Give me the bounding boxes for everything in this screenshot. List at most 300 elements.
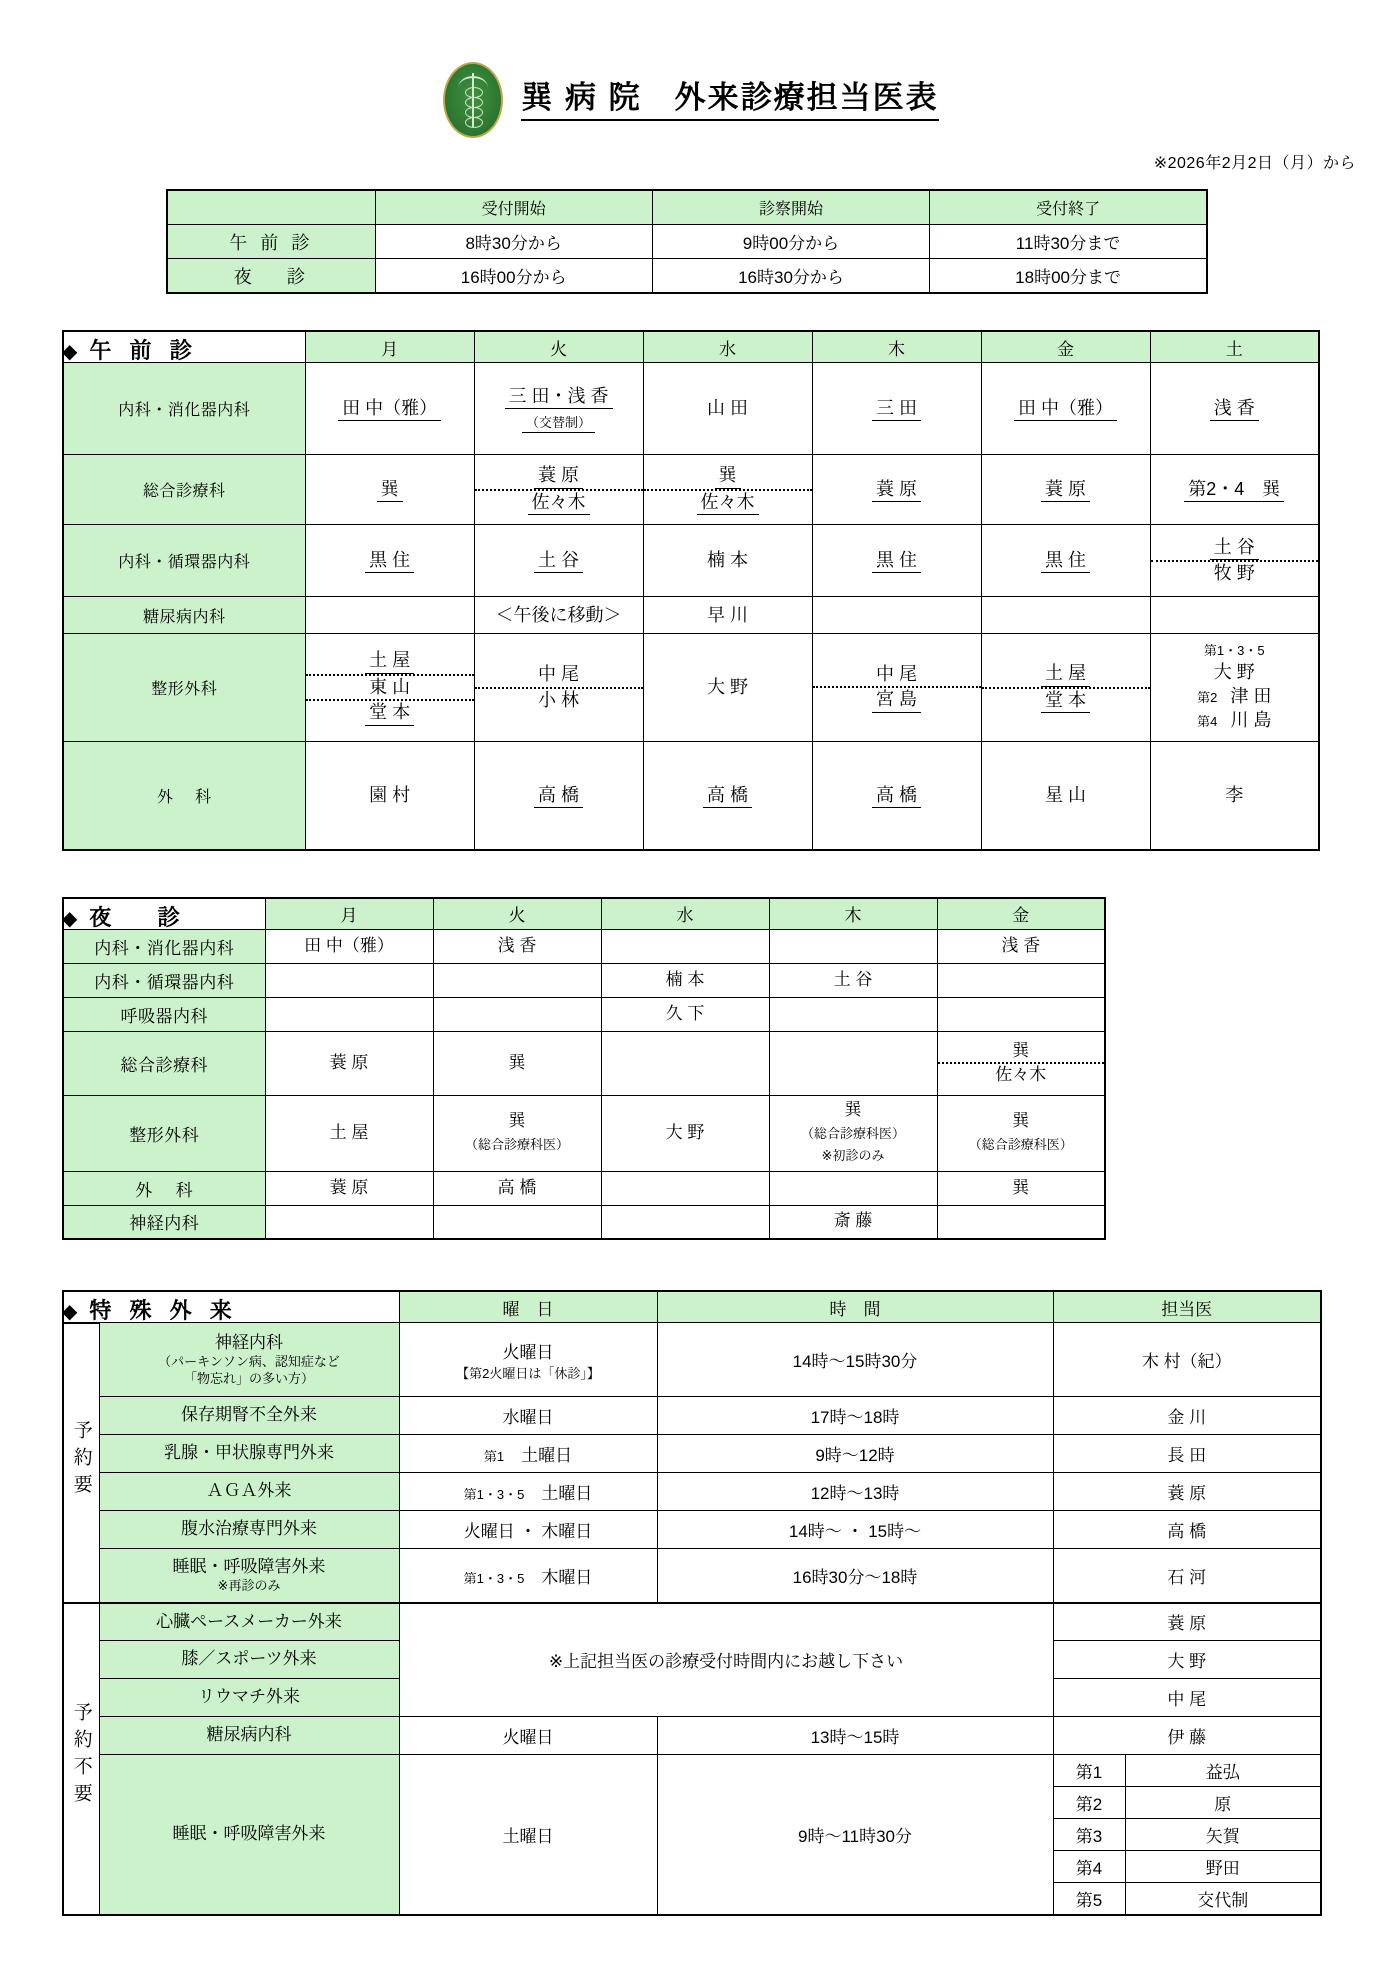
clinic-name-main: 乳腺・甲状腺専門外来 bbox=[164, 1443, 334, 1463]
doctor-name: 三 田・浅 香 bbox=[505, 385, 613, 410]
doctor-name: 浅 香 bbox=[1001, 935, 1041, 955]
day-column-header: 水 bbox=[601, 898, 769, 930]
schedule-cell bbox=[981, 742, 1150, 850]
table-row bbox=[63, 1095, 1105, 1171]
doctor-name: 土 谷 bbox=[833, 969, 873, 989]
cell-lines bbox=[770, 1099, 937, 1168]
cell-text-line bbox=[400, 1441, 657, 1466]
schedule-cell bbox=[812, 597, 981, 634]
clinic-name-sub: 「物忘れ」の多い方） bbox=[183, 1370, 314, 1386]
schedule-cell bbox=[643, 525, 812, 597]
cell-lines bbox=[266, 1052, 433, 1075]
doctor-name: （総合診療科医） bbox=[464, 1137, 569, 1152]
schedule-cell bbox=[474, 455, 643, 525]
special-clinic-time: 9時～12時 bbox=[657, 1435, 1053, 1473]
special-clinic-name: リウマチ外来 bbox=[99, 1679, 399, 1717]
doctor-name: 蓑 原 bbox=[329, 1177, 369, 1197]
schedule-cell bbox=[769, 1205, 937, 1239]
ordinal-label: 第1 bbox=[1053, 1755, 1125, 1787]
diamond-bullet-icon: ◆ bbox=[62, 907, 78, 930]
night-heading-label: 夜 診 bbox=[89, 904, 186, 930]
doctor-name: 東 山 bbox=[369, 676, 411, 697]
special-clinic-time: 17時～18時 bbox=[657, 1397, 1053, 1435]
schedule-cell bbox=[601, 1171, 769, 1205]
schedule-cell bbox=[474, 597, 643, 634]
cell-lines bbox=[938, 935, 1105, 958]
doctor-name: ＜午後に移動＞ bbox=[495, 604, 622, 625]
doctor-name: （総合診療科医） bbox=[800, 1125, 905, 1141]
ordinal-doctor-line bbox=[1197, 684, 1271, 708]
doctor-name: 山 田 bbox=[707, 398, 749, 419]
schedule-cell bbox=[305, 363, 474, 455]
cell-lines bbox=[306, 548, 474, 574]
special-clinic-name: 糖尿病内科 bbox=[99, 1717, 399, 1755]
doctor-name: 園 村 bbox=[369, 785, 411, 805]
morning-schedule-table bbox=[62, 330, 1320, 851]
special-heading-label: 特 殊 外 来 bbox=[89, 1298, 238, 1323]
cell-text-line: 火曜日 bbox=[502, 1342, 554, 1362]
doctor-name: 大 野 bbox=[1213, 661, 1255, 682]
doctor-name: 中 尾 bbox=[876, 663, 918, 684]
special-section-heading bbox=[62, 1294, 238, 1325]
vertical-label-text: 予約要 bbox=[70, 1419, 92, 1501]
cell-lines bbox=[644, 396, 812, 421]
schedule-cell bbox=[769, 963, 937, 997]
triple-cell bbox=[306, 649, 474, 726]
table-row bbox=[63, 525, 1319, 597]
hours-column-header: 受付開始 bbox=[375, 190, 652, 225]
doctor-name: 田 中（雅） bbox=[304, 935, 394, 955]
schedule-cell bbox=[643, 455, 812, 525]
table-row bbox=[63, 1603, 1321, 1641]
doctor-name: 三 田 bbox=[872, 397, 921, 422]
ordinal-label: 第1・3・5 bbox=[1203, 643, 1265, 659]
department-label: 外 科 bbox=[63, 1171, 265, 1205]
doctor-name: 蓑 原 bbox=[872, 478, 921, 503]
table-header-row bbox=[63, 898, 1105, 930]
doctor-name: 堂 本 bbox=[1041, 689, 1090, 714]
cell-lines bbox=[982, 396, 1150, 422]
special-clinic-day: 火曜日 bbox=[399, 1717, 657, 1755]
hours-column-header: 診察開始 bbox=[652, 190, 929, 225]
cell-lines bbox=[644, 603, 812, 628]
day-column-header: 月 bbox=[265, 898, 433, 930]
table-row bbox=[63, 1435, 1321, 1473]
schedule-cell bbox=[937, 1171, 1105, 1205]
schedule-cell bbox=[981, 455, 1150, 525]
schedule-cell bbox=[305, 634, 474, 742]
department-label: 外 科 bbox=[63, 742, 305, 850]
special-clinic-day bbox=[399, 1435, 657, 1473]
doctor-name: 巽 bbox=[1012, 1111, 1030, 1131]
ordinal-label: 第1・3・5 bbox=[463, 1570, 525, 1586]
table-row bbox=[63, 1473, 1321, 1511]
day-text: 土曜日 bbox=[524, 1484, 593, 1503]
schedule-cell bbox=[265, 1171, 433, 1205]
day-column-header: 金 bbox=[937, 898, 1105, 930]
schedule-cell bbox=[937, 963, 1105, 997]
day-column-header: 水 bbox=[643, 331, 812, 363]
schedule-cell bbox=[305, 525, 474, 597]
doctor-name: 土 谷 bbox=[1210, 536, 1259, 561]
morning-section-heading bbox=[62, 334, 198, 365]
table-row bbox=[63, 1171, 1105, 1205]
doctor-name: 黒 住 bbox=[1041, 549, 1090, 574]
doctor-name: 楠 本 bbox=[707, 550, 749, 571]
hours-cell: 18時00分まで bbox=[930, 259, 1207, 294]
schedule-cell bbox=[433, 1031, 601, 1095]
table-row bbox=[167, 225, 1207, 259]
doctor-name: 高 橋 bbox=[872, 784, 921, 809]
schedule-cell bbox=[937, 1031, 1105, 1095]
doctor-name: 佐々木 bbox=[697, 491, 759, 516]
schedule-cell bbox=[265, 1205, 433, 1239]
doctor-name: 高 橋 bbox=[534, 784, 583, 809]
cell-lines bbox=[266, 1122, 433, 1145]
department-label: 総合診療科 bbox=[63, 455, 305, 525]
clinic-name-sub: （パーキンソン病、認知症など bbox=[158, 1353, 340, 1369]
special-clinic-doctor: 矢賀 bbox=[1125, 1819, 1321, 1851]
cell-lines bbox=[982, 783, 1150, 808]
schedule-cell bbox=[265, 963, 433, 997]
cell-lines bbox=[306, 396, 474, 422]
split-cell bbox=[982, 662, 1150, 713]
schedule-cell bbox=[601, 963, 769, 997]
schedule-cell bbox=[1150, 363, 1319, 455]
cell-text-line bbox=[400, 1563, 657, 1588]
department-label: 内科・循環器内科 bbox=[63, 963, 265, 997]
day-column-header: 金 bbox=[981, 331, 1150, 363]
table-row bbox=[63, 929, 1105, 963]
schedule-cell bbox=[981, 363, 1150, 455]
schedule-cell bbox=[265, 1031, 433, 1095]
cell-lines bbox=[813, 396, 981, 422]
page-header bbox=[0, 0, 1382, 138]
cell-lines bbox=[475, 384, 643, 434]
table-row bbox=[63, 634, 1319, 742]
doctor-name: 高 橋 bbox=[497, 1177, 537, 1197]
ordinal-label: 第1 bbox=[483, 1449, 505, 1464]
table-row bbox=[63, 1511, 1321, 1549]
ordinal-label: 第1・3・5 bbox=[463, 1487, 525, 1502]
doctor-name: 土 屋 bbox=[329, 1122, 369, 1142]
hours-corner-cell bbox=[167, 190, 375, 225]
special-clinic-time: 12時～13時 bbox=[657, 1473, 1053, 1511]
schedule-cell bbox=[601, 1205, 769, 1239]
table-row bbox=[63, 742, 1319, 850]
doctor-name: 宮 島 bbox=[872, 688, 921, 713]
department-label: 内科・循環器内科 bbox=[63, 525, 305, 597]
cell-text-line: 火曜日 ・ 木曜日 bbox=[463, 1522, 593, 1541]
schedule-cell bbox=[1150, 634, 1319, 742]
special-clinic-doctor: 大 野 bbox=[1053, 1641, 1321, 1679]
special-column-header-time: 時 間 bbox=[657, 1291, 1053, 1323]
doctor-name: 李 bbox=[1225, 785, 1244, 805]
special-clinic-time: 14時～ ・ 15時～ bbox=[657, 1511, 1053, 1549]
hours-cell: 16時00分から bbox=[375, 259, 652, 294]
cell-lines bbox=[813, 477, 981, 503]
special-column-header-doctor: 担当医 bbox=[1053, 1291, 1321, 1323]
special-clinic-doctor: 中 尾 bbox=[1053, 1679, 1321, 1717]
vertical-label-text: 予約不要 bbox=[70, 1702, 92, 1810]
special-outpatient-section bbox=[62, 1290, 1320, 1916]
doctor-name: 堂 本 bbox=[365, 701, 414, 726]
ordinal-label: 第4 bbox=[1197, 714, 1231, 730]
reservation-not-required-group-label bbox=[63, 1603, 99, 1915]
table-row bbox=[63, 1397, 1321, 1435]
doctor-name: 蓑 原 bbox=[534, 464, 583, 489]
cell-lines bbox=[813, 783, 981, 809]
doctor-name: 星 山 bbox=[1045, 785, 1087, 805]
schedule-cell bbox=[981, 597, 1150, 634]
doctor-name: 楠 本 bbox=[665, 969, 705, 989]
doctor-name: 蓑 原 bbox=[1041, 478, 1090, 503]
morning-heading-label: 午 前 診 bbox=[89, 338, 198, 363]
special-clinic-day bbox=[399, 1397, 657, 1435]
doctor-name: 黒 住 bbox=[365, 549, 414, 574]
special-clinic-name: 睡眠・呼吸障害外来 bbox=[99, 1755, 399, 1915]
schedule-cell bbox=[769, 1171, 937, 1205]
ordinal-label: 第3 bbox=[1053, 1819, 1125, 1851]
table-row bbox=[63, 997, 1105, 1031]
doctor-name: 久 下 bbox=[665, 1003, 705, 1023]
special-clinic-time: 9時～11時30分 bbox=[657, 1755, 1053, 1915]
table-row bbox=[63, 363, 1319, 455]
department-label: 総合診療科 bbox=[63, 1031, 265, 1095]
doctor-name: 巽 bbox=[1012, 1040, 1030, 1060]
schedule-cell bbox=[769, 997, 937, 1031]
special-clinic-day bbox=[399, 1511, 657, 1549]
schedule-cell bbox=[937, 1205, 1105, 1239]
hours-cell: 8時30分から bbox=[375, 225, 652, 259]
special-clinic-name: 心臓ペースメーカー外来 bbox=[99, 1603, 399, 1641]
cell-lines bbox=[434, 1110, 601, 1156]
cell-lines bbox=[1151, 783, 1319, 808]
split-cell bbox=[475, 663, 643, 712]
day-column-header: 木 bbox=[769, 898, 937, 930]
schedule-cell bbox=[1150, 742, 1319, 850]
special-clinic-doctor: 高 橋 bbox=[1053, 1511, 1321, 1549]
doctor-name: 巽 bbox=[508, 1111, 526, 1131]
cell-lines bbox=[938, 1177, 1105, 1200]
department-label: 神経内科 bbox=[63, 1205, 265, 1239]
schedule-cell bbox=[769, 929, 937, 963]
cell-lines bbox=[475, 783, 643, 809]
special-clinic-doctor: 長 田 bbox=[1053, 1435, 1321, 1473]
doctor-name: 土 谷 bbox=[534, 549, 583, 574]
doctor-name: 早 川 bbox=[707, 604, 749, 625]
special-clinic-name bbox=[99, 1473, 399, 1511]
special-clinic-name bbox=[99, 1323, 399, 1397]
doctor-name: 巽 bbox=[377, 478, 403, 503]
cell-lines bbox=[644, 548, 812, 573]
schedule-cell bbox=[305, 455, 474, 525]
schedule-cell bbox=[937, 997, 1105, 1031]
clinic-name-main: 神経内科 bbox=[215, 1332, 283, 1352]
reservation-required-group-label bbox=[63, 1323, 99, 1603]
doctor-name: 巽 bbox=[1012, 1177, 1030, 1197]
schedule-cell bbox=[474, 363, 643, 455]
hospital-emblem-icon bbox=[443, 62, 503, 138]
schedule-cell bbox=[812, 742, 981, 850]
doctor-name: 田 中（雅） bbox=[1014, 397, 1117, 422]
special-clinic-time: 16時30分～18時 bbox=[657, 1549, 1053, 1603]
hours-cell: 11時30分まで bbox=[930, 225, 1207, 259]
department-label: 整形外科 bbox=[63, 1095, 265, 1171]
schedule-cell bbox=[265, 1095, 433, 1171]
cell-lines bbox=[475, 548, 643, 574]
split-cell bbox=[644, 464, 812, 515]
hours-row-label: 午 前 診 bbox=[167, 225, 375, 259]
schedule-cell bbox=[1150, 525, 1319, 597]
special-clinic-name bbox=[99, 1549, 399, 1603]
cell-lines bbox=[602, 1003, 769, 1026]
special-column-header-day: 曜 日 bbox=[399, 1291, 657, 1323]
split-cell bbox=[813, 663, 981, 713]
doctor-name: 中 尾 bbox=[538, 664, 580, 684]
schedule-cell bbox=[643, 597, 812, 634]
special-clinic-doctor: 蓑 原 bbox=[1053, 1473, 1321, 1511]
table-header-row bbox=[167, 190, 1207, 225]
ordinal-label: 第5 bbox=[1053, 1883, 1125, 1915]
ordinal-label: 第4 bbox=[1053, 1851, 1125, 1883]
special-clinic-doctor: 金 川 bbox=[1053, 1397, 1321, 1435]
cell-lines bbox=[982, 548, 1150, 574]
doctor-name: （交替制） bbox=[522, 415, 595, 433]
doctor-name: 蓑 原 bbox=[329, 1052, 369, 1072]
table-row bbox=[63, 597, 1319, 634]
cell-lines bbox=[813, 548, 981, 574]
cell-lines bbox=[982, 477, 1150, 503]
schedule-cell bbox=[1150, 455, 1319, 525]
cell-lines bbox=[644, 783, 812, 809]
split-cell bbox=[1151, 536, 1319, 586]
special-clinic-name bbox=[99, 1511, 399, 1549]
special-clinic-doctor: 交代制 bbox=[1125, 1883, 1321, 1915]
special-clinic-name: 膝／スポーツ外来 bbox=[99, 1641, 399, 1679]
special-clinic-doctor: 伊 藤 bbox=[1053, 1717, 1321, 1755]
special-clinic-doctor: 野田 bbox=[1125, 1851, 1321, 1883]
special-clinic-name bbox=[99, 1397, 399, 1435]
clinic-name-main: ＡＧＡ外来 bbox=[206, 1481, 292, 1501]
hours-table-wrap bbox=[166, 189, 1382, 294]
department-label: 内科・消化器内科 bbox=[63, 929, 265, 963]
schedule-cell bbox=[433, 963, 601, 997]
special-clinic-doctor: 蓑 原 bbox=[1053, 1603, 1321, 1641]
doctor-name: 浅 香 bbox=[1210, 397, 1259, 422]
doctor-name: 黒 住 bbox=[872, 549, 921, 574]
ordinal-label: 第2 bbox=[1053, 1787, 1125, 1819]
schedule-cell bbox=[265, 997, 433, 1031]
doctor-name: 第2・4 巽 bbox=[1184, 478, 1284, 503]
department-label: 呼吸器内科 bbox=[63, 997, 265, 1031]
cell-lines bbox=[770, 1210, 937, 1233]
schedule-cell bbox=[433, 997, 601, 1031]
cell-lines bbox=[266, 1177, 433, 1200]
doctor-name: 佐々木 bbox=[528, 491, 590, 516]
day-column-header: 火 bbox=[474, 331, 643, 363]
schedule-cell bbox=[643, 742, 812, 850]
special-clinic-doctor: 原 bbox=[1125, 1787, 1321, 1819]
page-title: 巽 病 院 外来診療担当医表 bbox=[521, 79, 938, 120]
schedule-cell bbox=[769, 1095, 937, 1171]
table-row bbox=[63, 455, 1319, 525]
split-cell bbox=[938, 1040, 1105, 1087]
schedule-cell bbox=[474, 525, 643, 597]
day-column-header: 火 bbox=[433, 898, 601, 930]
doctor-name: 巽 bbox=[715, 464, 741, 489]
cell-lines bbox=[434, 1052, 601, 1075]
schedule-cell bbox=[812, 363, 981, 455]
doctor-name: 大 野 bbox=[665, 1122, 705, 1142]
department-label: 内科・消化器内科 bbox=[63, 363, 305, 455]
doctor-name: 浅 香 bbox=[497, 935, 537, 955]
clinic-name-note: ※再診のみ bbox=[217, 1577, 281, 1593]
special-clinic-time: 13時～15時 bbox=[657, 1717, 1053, 1755]
doctor-name: 巽 bbox=[508, 1052, 526, 1072]
schedule-cell bbox=[433, 1171, 601, 1205]
schedule-cell bbox=[643, 363, 812, 455]
clinic-name-main: 睡眠・呼吸障害外来 bbox=[172, 1556, 326, 1576]
special-clinic-day: 土曜日 bbox=[399, 1755, 657, 1915]
cell-lines bbox=[475, 603, 643, 628]
table-row bbox=[63, 1031, 1105, 1095]
schedule-cell bbox=[265, 929, 433, 963]
hours-column-header: 受付終了 bbox=[930, 190, 1207, 225]
hours-row-label: 夜 診 bbox=[167, 259, 375, 294]
cell-lines bbox=[266, 935, 433, 958]
special-clinic-doctor: 益弘 bbox=[1125, 1755, 1321, 1787]
department-label: 整形外科 bbox=[63, 634, 305, 742]
schedule-cell bbox=[474, 634, 643, 742]
special-visit-note: ※上記担当医の診療受付時間内にお越し下さい bbox=[399, 1603, 1053, 1717]
cell-lines bbox=[602, 1122, 769, 1145]
cell-lines bbox=[938, 1110, 1105, 1156]
schedule-cell bbox=[937, 929, 1105, 963]
day-text: 土曜日 bbox=[504, 1446, 573, 1465]
night-section-heading bbox=[62, 901, 186, 932]
doctor-name: ※初診のみ bbox=[821, 1148, 885, 1164]
doctor-name: 斎 藤 bbox=[833, 1211, 873, 1231]
cell-text-line: 【第2火曜日は「休診」】 bbox=[456, 1365, 600, 1381]
cell-lines bbox=[770, 969, 937, 992]
table-row bbox=[63, 1205, 1105, 1239]
special-clinic-day bbox=[399, 1323, 657, 1397]
table-header-row bbox=[63, 1291, 1321, 1323]
doctor-name: 土 屋 bbox=[365, 649, 414, 674]
diamond-bullet-icon: ◆ bbox=[62, 1301, 78, 1323]
cell-lines bbox=[434, 935, 601, 958]
cell-lines bbox=[434, 1177, 601, 1200]
day-column-header: 月 bbox=[305, 331, 474, 363]
clinic-name-main: 保存期腎不全外来 bbox=[181, 1405, 317, 1425]
schedule-cell bbox=[769, 1031, 937, 1095]
doctor-name: 巽 bbox=[844, 1099, 862, 1119]
hours-cell: 9時00分から bbox=[652, 225, 929, 259]
hours-cell: 16時30分から bbox=[652, 259, 929, 294]
doctor-name: 田 中（雅） bbox=[338, 397, 441, 422]
doctor-name: 佐々木 bbox=[995, 1065, 1047, 1084]
cell-lines bbox=[602, 969, 769, 992]
table-row bbox=[63, 1323, 1321, 1397]
table-row bbox=[63, 963, 1105, 997]
schedule-cell bbox=[601, 929, 769, 963]
special-clinic-day bbox=[399, 1473, 657, 1511]
day-text: 木曜日 bbox=[524, 1567, 593, 1587]
doctor-name: （総合診療科医） bbox=[968, 1137, 1073, 1152]
schedule-cell bbox=[305, 597, 474, 634]
diamond-bullet-icon: ◆ bbox=[62, 341, 78, 363]
